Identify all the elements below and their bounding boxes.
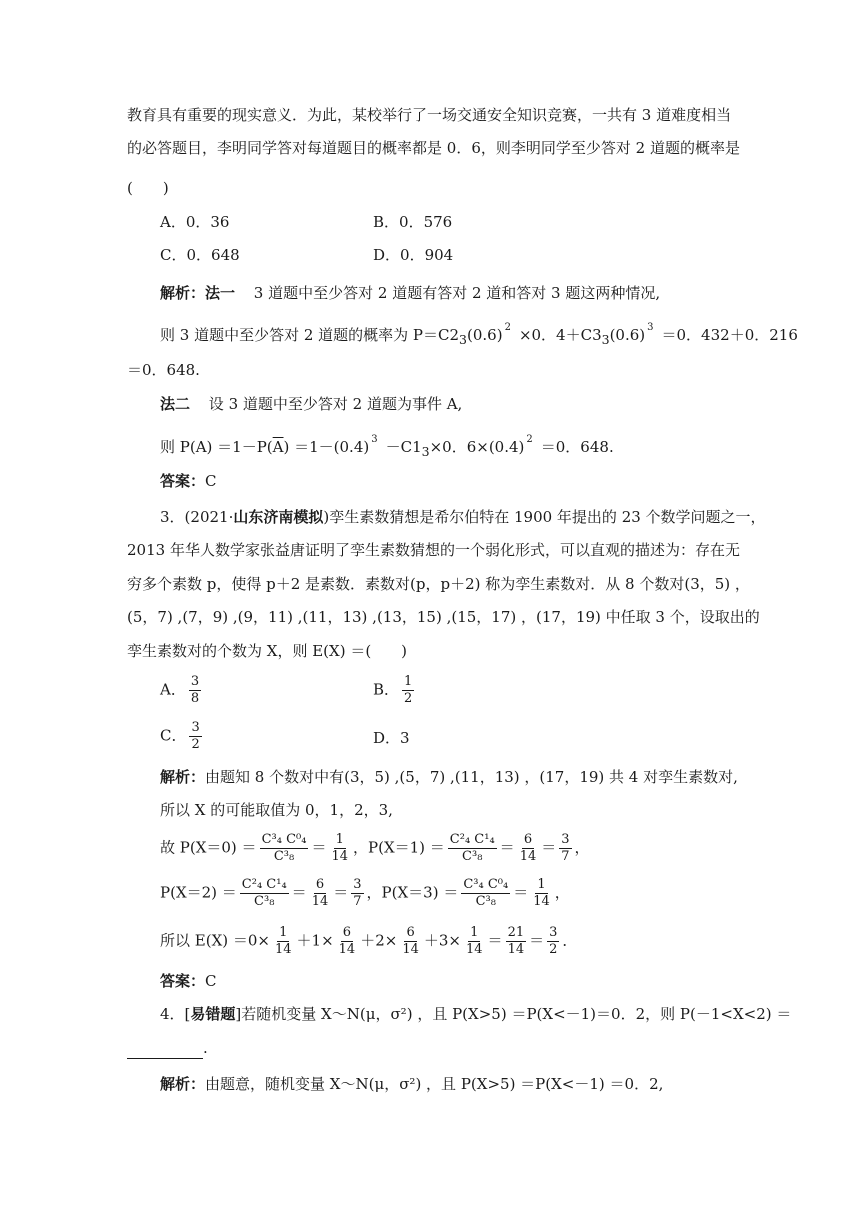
numerator: C³₄ C⁰₄ (261, 832, 307, 847)
p3-end: ， (554, 883, 570, 902)
q3-p0-p1-line (160, 832, 590, 865)
q3-option-c-fraction (189, 720, 201, 753)
denominator: C³₈ (475, 894, 496, 909)
q4-number: 4．[ (160, 1005, 191, 1023)
q4-stem-line-1 (160, 1003, 791, 1025)
q4-stem-end: . (203, 1039, 208, 1057)
p3-result (531, 877, 552, 910)
q2-solution-line-2 (160, 324, 798, 351)
q2-solution-line-1 (160, 282, 660, 304)
p2-fraction (240, 877, 289, 910)
q2-option-a: A．0．36 (160, 213, 230, 231)
q4-stem-rest: ]若随机变量 X～N(μ，σ²) ，且 P(X>5) ＝P(X<－1)＝0．2，则 P(－1<X<2) ＝ (235, 1005, 792, 1023)
q3-option-d: D．3 (373, 729, 410, 747)
denominator: 14 (402, 942, 419, 957)
q2-sol2-sub2: 3 (601, 332, 610, 347)
p2-simplified (351, 877, 363, 910)
e-op-6: ＝ (529, 931, 545, 950)
q3-option-c (160, 720, 205, 753)
numerator: 1 (279, 925, 288, 940)
denominator: 2 (191, 737, 200, 752)
p0-equals: ＝ (311, 838, 327, 857)
q2-m2-sub: 3 (421, 444, 430, 459)
numerator: 1 (470, 925, 479, 940)
denominator: 14 (274, 942, 292, 957)
e-term-3 (400, 925, 421, 958)
p1-simplified (559, 832, 571, 865)
q3-stem-line-5: 孪生素数对的个数为 X，则 E(X) ＝( ) (127, 642, 408, 660)
numerator: 3 (561, 832, 570, 847)
q3-stem-line-3: 穷多个素数 p，使得 p＋2 是素数．素数对(p，p＋2) 称为孪生素数对．从 8 个数对(3，5) ， (127, 575, 750, 593)
q3-answer-line (160, 970, 217, 992)
q3-option-c-label: C． (160, 726, 187, 745)
p1-result (518, 832, 539, 865)
q2-option-b: B．0．576 (373, 213, 453, 231)
denominator: 14 (507, 942, 525, 957)
q3-option-b-fraction (402, 674, 414, 707)
q4-solution-line-1 (160, 1073, 663, 1095)
p0-prefix: 故 P(X＝0) ＝ (160, 838, 257, 857)
p3-prefix: ，P(X＝3) ＝ (366, 883, 459, 902)
q4-solution-text: 由题意，随机变量 X～N(μ，σ²) ，且 P(X>5) ＝P(X<－1) ＝0．2, (205, 1075, 664, 1093)
numerator: 3 (353, 877, 362, 892)
q2-solution-line-3: ＝0．648. (127, 361, 200, 379)
q2-m2-e: ＝0．648. (540, 438, 614, 456)
q3-option-a (160, 674, 204, 707)
p0-result (329, 832, 350, 865)
e-term-2 (337, 925, 358, 958)
e-result (547, 925, 559, 958)
q2-m2-b: ) ＝1－(0.4) (283, 438, 370, 456)
q3-solution-line-1 (160, 766, 738, 788)
q2-solution-text: 3 道题中至少答对 2 道题有答对 2 道和答对 3 题这两种情况, (253, 284, 661, 302)
q2-answer-line (160, 470, 217, 492)
numerator: 1 (537, 877, 546, 892)
denominator: 7 (353, 894, 362, 909)
q4-stem-line-2 (127, 1037, 208, 1059)
q2-m2-a: 则 P(A) ＝1－P( (160, 438, 273, 456)
q2-method2-text: 设 3 道题中至少答对 2 道题为事件 A, (208, 395, 463, 413)
q2-sol2-exp1: 2 (504, 322, 511, 333)
e-op-4: ＋3× (423, 931, 461, 950)
numerator: 6 (342, 925, 352, 940)
q2-sol2-g: ＝0．432＋0．216 (661, 326, 798, 344)
q4-answer-blank (127, 1042, 203, 1059)
q3-stem-line-4: (5，7) ,(7，9) ,(9，11) ,(11，13) ,(13，15) ,(15，17) ，(17，19) 中任取 3 个，设取出的 (127, 608, 760, 626)
q3-stem-rest: )孪生素数猜想是希尔伯特在 1900 年提出的 23 个数学问题之一， (323, 508, 766, 526)
p1-fraction (448, 832, 497, 865)
q2-m2-d: ×0．6×(0.4) (429, 438, 525, 456)
q2-method2-line-1 (160, 393, 462, 415)
e-op-5: ＝ (487, 931, 503, 950)
numerator: 3 (191, 720, 200, 735)
q4-tag: 易错题 (190, 1005, 236, 1023)
numerator: C²₄ C¹₄ (241, 877, 287, 892)
numerator: 3 (190, 674, 200, 689)
q2-m2-exp2: 2 (526, 434, 533, 445)
q3-answer-label: 答案： (160, 972, 206, 990)
q4-solution-label: 解析： (160, 1075, 206, 1093)
e-op-2: ＋1× (296, 931, 334, 950)
e-sum (506, 925, 527, 958)
numerator: 3 (549, 925, 558, 940)
q2-m2-exp1: 3 (371, 434, 378, 445)
numerator: 6 (315, 877, 325, 892)
numerator: 6 (406, 925, 415, 940)
denominator: 14 (519, 849, 537, 864)
q3-option-a-fraction (189, 674, 201, 707)
p2-prefix: P(X＝2) ＝ (160, 883, 237, 902)
numerator: C³₄ C⁰₄ (463, 877, 509, 892)
q2-option-c: C．0．648 (160, 246, 240, 264)
p2-result (310, 877, 331, 910)
denominator: 14 (338, 942, 356, 957)
denominator: 14 (331, 849, 348, 864)
denominator: 14 (533, 894, 550, 909)
p2-equals-2: ＝ (333, 883, 349, 902)
q3-solution-line-2: 所以 X 的可能取值为 0，1，2，3, (160, 801, 393, 819)
q2-sol2-sub1: 3 (459, 332, 467, 347)
denominator: 14 (466, 942, 483, 957)
q2-method2-label: 法二 (160, 395, 191, 413)
q3-option-b-label: B． (373, 680, 400, 699)
p2-equals: ＝ (291, 883, 307, 902)
q2-stem-line-2: 的必答题目，李明同学答对每道题目的概率都是 0．6，则李明同学至少答对 2 道题的概率是 (127, 139, 740, 157)
q3-source: 山东济南模拟 (233, 508, 324, 526)
numerator: 1 (335, 832, 344, 847)
numerator: C²₄ C¹₄ (449, 832, 495, 847)
q3-stem-line-1 (160, 506, 766, 528)
p0-fraction (260, 832, 309, 865)
e-prefix: 所以 E(X) ＝0× (160, 931, 270, 950)
q2-stem-line-1: 教育具有重要的现实意义．为此，某校举行了一场交通安全知识竞赛，一共有 3 道难度相当 (127, 106, 732, 124)
q2-solution-label: 解析：法一 (160, 284, 236, 302)
p1-equals: ＝ (499, 838, 515, 857)
q2-m2-complement: $\overline{A}$ (272, 438, 284, 456)
denominator: C³₈ (273, 849, 295, 864)
denominator: 2 (404, 691, 413, 706)
q3-stem-line-2: 2013 年华人数学家张益唐证明了孪生素数猜想的一个弱化形式，可以直观的描述为：存在无 (127, 541, 740, 559)
q2-answer-paren: ( ) (127, 179, 169, 197)
q2-answer-value: C (205, 472, 217, 490)
p1-end: ， (574, 838, 590, 857)
numerator: 6 (523, 832, 533, 847)
q2-sol2-c: (0.6) (467, 326, 503, 344)
e-op-3: ＋2× (360, 931, 398, 950)
denominator: C³₈ (462, 849, 483, 864)
q2-method2-line-2 (160, 436, 614, 463)
q3-answer-value: C (205, 972, 217, 990)
denominator: 14 (311, 894, 329, 909)
numerator: 21 (507, 925, 525, 940)
q3-solution-text: 由题知 8 个数对中有(3，5) ,(5，7) ,(11，13) ，(17，19) 共 4 对孪生素数对, (205, 768, 738, 786)
q3-expectation-line (160, 925, 577, 958)
q2-answer-label: 答案： (160, 472, 206, 490)
p1-equals-2: ＝ (541, 838, 557, 857)
q2-sol2-d: ×0．4＋C3 (518, 326, 602, 344)
denominator: C³₈ (254, 894, 275, 909)
e-term-4 (464, 925, 485, 958)
q3-number: 3．(2021· (160, 508, 234, 526)
q2-m2-c: －C1 (385, 438, 422, 456)
denominator: 7 (561, 849, 570, 864)
q3-option-a-label: A． (160, 680, 186, 699)
p3-fraction (461, 877, 510, 910)
q2-option-d: D．0．904 (373, 246, 454, 264)
e-term-1 (273, 925, 294, 958)
q2-sol2-f: (0.6) (609, 326, 646, 344)
q3-option-b (373, 674, 417, 707)
q2-sol2-exp2: 3 (647, 322, 654, 333)
q3-solution-label: 解析： (160, 768, 206, 786)
q2-sol2-a: 则 3 道题中至少答对 2 道题的概率为 P＝C2 (160, 326, 460, 344)
p1-prefix: ，P(X＝1) ＝ (353, 838, 445, 857)
p3-equals: ＝ (513, 883, 529, 902)
denominator: 8 (190, 691, 200, 706)
denominator: 2 (549, 942, 558, 957)
q3-p2-p3-line (160, 877, 570, 910)
e-end: ． (562, 931, 578, 950)
numerator: 1 (404, 674, 413, 689)
